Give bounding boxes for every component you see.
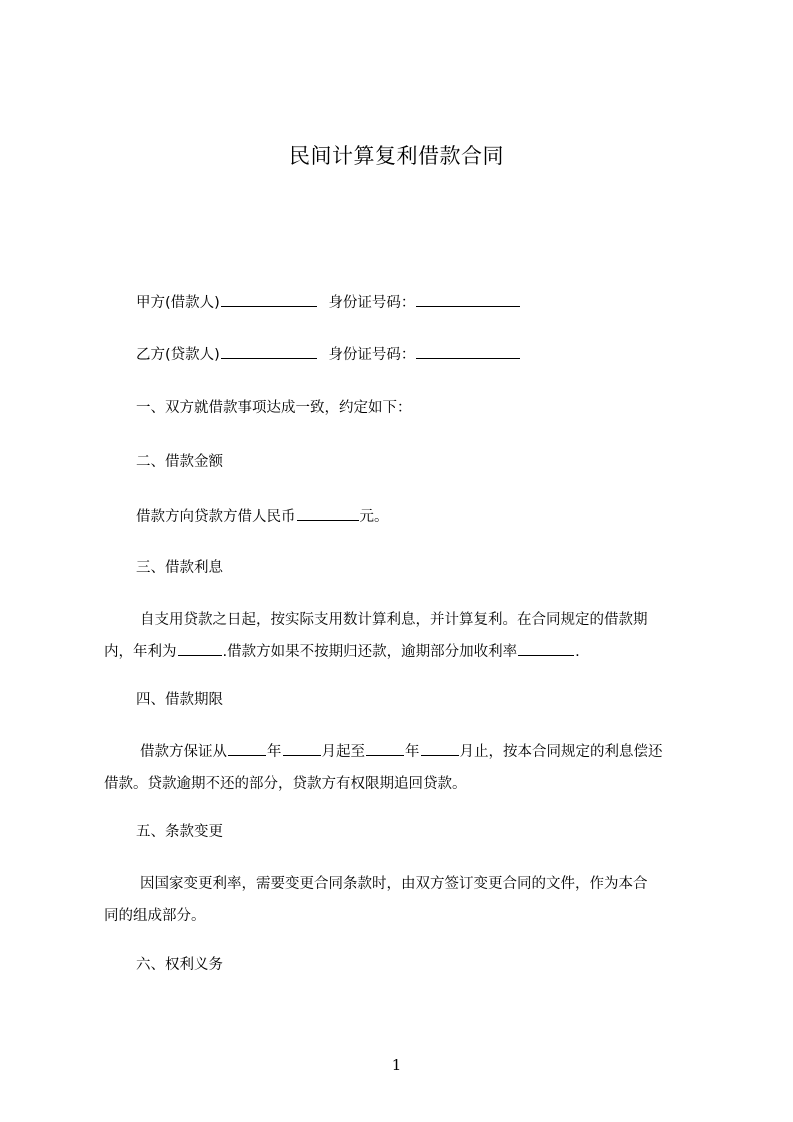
amount-blank (297, 506, 359, 521)
interest-line-2: 内，年利为 .借款方如果不按期归还款，逾期部分加收利率 . (104, 636, 704, 668)
page-title: 民间计算复利借款合同 (289, 144, 504, 168)
amount-text: 借款方向贷款方借人民币 (136, 509, 296, 525)
section-heading-5: 五、条款变更 (136, 824, 223, 840)
start-year-blank (228, 741, 266, 756)
interest-line-1: 自支用贷款之日起，按实际支用数计算利息，并计算复利。在合同规定的借款期 (140, 612, 648, 628)
start-month-blank (283, 741, 321, 756)
party-a-name-blank (221, 292, 317, 307)
amount-unit: 元。 (359, 509, 389, 525)
annual-rate-blank (178, 641, 222, 656)
end-month-blank (421, 741, 459, 756)
party-b-id-blank (416, 344, 520, 359)
overdue-rate-blank (518, 641, 574, 656)
party-a-id-blank (416, 292, 520, 307)
section-heading-4: 四、借款期限 (136, 692, 223, 708)
party-a-line (136, 292, 521, 313)
section-heading-2: 二、借款金额 (136, 454, 223, 470)
end-year-blank (366, 741, 404, 756)
party-a-label: 甲方(借款人) (136, 295, 220, 311)
section-heading-1: 一、双方就借款事项达成一致，约定如下： (136, 400, 412, 416)
amount-line (136, 506, 389, 527)
section-heading-6: 六、权利义务 (136, 957, 223, 973)
change-line-1: 因国家变更利率，需要变更合同条款时，由双方签订变更合同的文件，作为本合 (140, 876, 648, 892)
term-line-1: 借款方保证从 年 月起至 年 月止，按本合同规定的利息偿还 (104, 736, 704, 768)
term-paragraph (104, 736, 704, 800)
change-paragraph (104, 868, 704, 932)
term-line-2: 借款。贷款逾期不还的部分，贷款方有权限期追回贷款。 (104, 776, 467, 792)
party-a-id-label: 身份证号码： (328, 295, 416, 311)
party-b-id-label: 身份证号码： (328, 347, 416, 363)
party-b-line (136, 344, 521, 365)
party-b-name-blank (221, 344, 317, 359)
section-heading-3: 三、借款利息 (136, 560, 223, 576)
page-number: 1 (391, 1056, 402, 1074)
change-line-2: 同的组成部分。 (104, 908, 206, 924)
party-b-label: 乙方(贷款人) (136, 347, 220, 363)
interest-paragraph (104, 604, 704, 668)
